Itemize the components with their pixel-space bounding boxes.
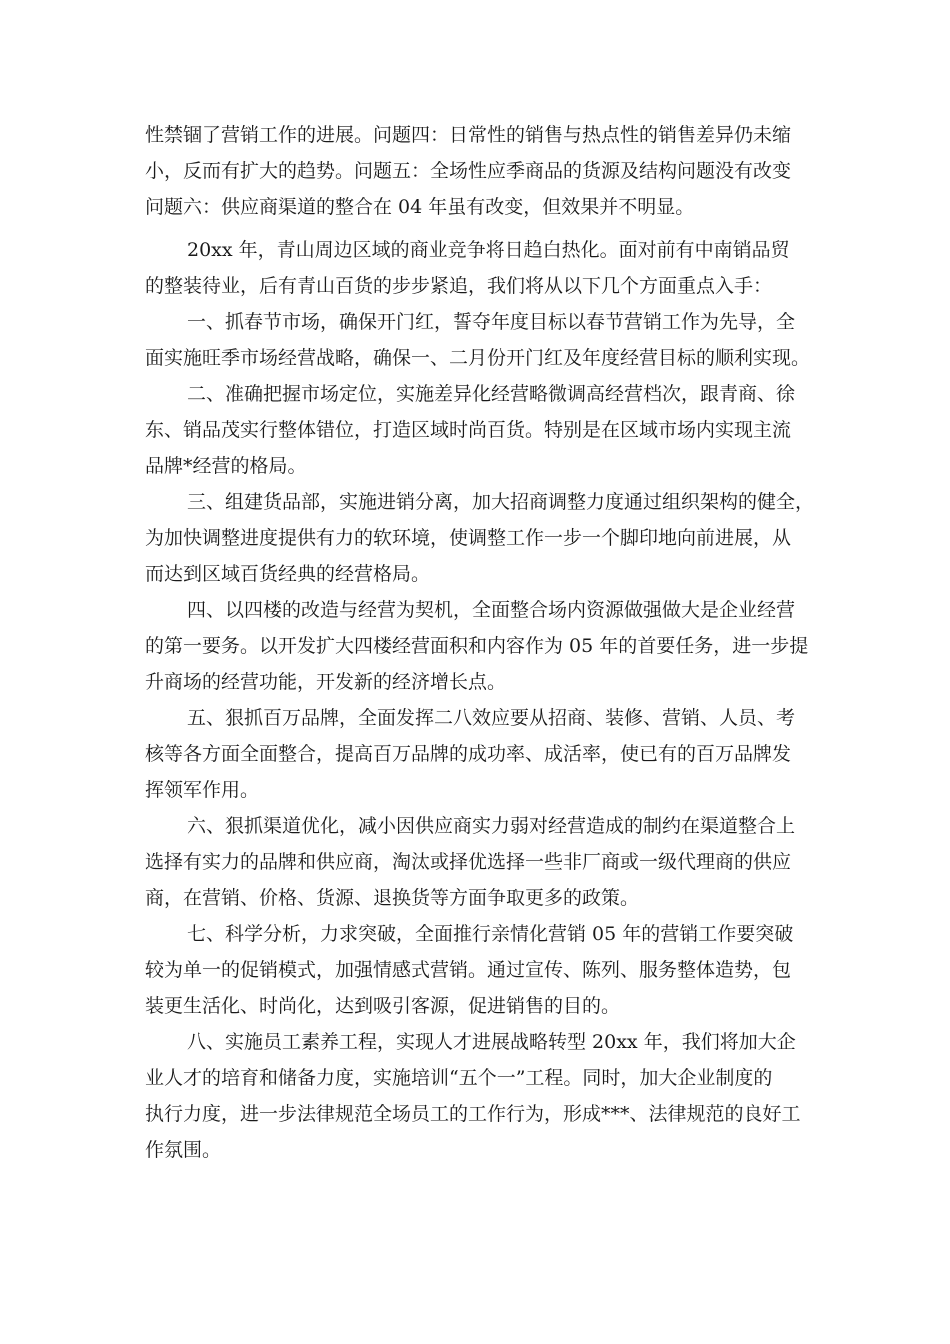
text-line: 装更生活化、时尚化，达到吸引客源，促进销售的目的。	[145, 995, 621, 1017]
text-line: 四、以四楼的改造与经营为契机，全面整合场内资源做强做大是企业经营	[187, 599, 796, 621]
text-line: 选择有实力的品牌和供应商，淘汰或择优选择一些非厂商或一级代理商的供应	[145, 851, 792, 873]
text-line: 执行力度，进一步法律规范全场员工的工作行为，形成***、法律规范的良好工	[145, 1103, 801, 1125]
text-line: 东、销品茂实行整体错位，打造区域时尚百货。特别是在区域市场内实现主流	[145, 419, 792, 441]
text-line: 问题六：供应商渠道的整合在 04 年虽有改变，但效果并不明显。	[145, 196, 695, 218]
text-line: 核等各方面全面整合，提高百万品牌的成功率、成活率，使已有的百万品牌发	[145, 743, 792, 765]
text-line: 八、实施员工素养工程，实现人才进展战略转型 20xx 年，我们将加大企	[187, 1031, 796, 1053]
text-line: 二、准确把握市场定位，实施差异化经营略微调高经营档次，跟青商、徐	[187, 383, 796, 405]
text-line: 的第一要务。以开发扩大四楼经营面积和内容作为 05 年的首要任务，进一步提	[145, 635, 809, 657]
text-line: 业人才的培育和储备力度，实施培训“五个一”工程。同时，加大企业制度的	[145, 1067, 773, 1089]
text-line: 性禁锢了营销工作的进展。问题四：日常性的销售与热点性的销售差异仍未缩	[145, 124, 792, 146]
text-line: 商，在营销、价格、货源、退换货等方面争取更多的政策。	[145, 887, 640, 909]
text-line: 作氛围。	[145, 1139, 222, 1161]
text-line: 六、狠抓渠道优化，减小因供应商实力弱对经营造成的制约在渠道整合上	[187, 815, 796, 837]
text-line: 小，反而有扩大的趋势。问题五：全场性应季商品的货源及结构问题没有改变	[145, 160, 792, 182]
text-line: 七、科学分析，力求突破，全面推行亲情化营销 05 年的营销工作要突破	[187, 923, 794, 945]
text-line: 为加快调整进度提供有力的软环境，使调整工作一步一个脚印地向前进展，从	[145, 527, 792, 549]
text-line: 较为单一的促销模式，加强情感式营销。通过宣传、陈列、服务整体造势，包	[145, 959, 792, 981]
text-line: 三、组建货品部，实施进销分离，加大招商调整力度通过组织架构的健全，	[187, 491, 815, 513]
text-line: 升商场的经营功能，开发新的经济增长点。	[145, 671, 507, 693]
text-line: 五、狠抓百万品牌，全面发挥二八效应要从招商、装修、营销、人员、考	[187, 707, 796, 729]
text-line: 面实施旺季市场经营战略，确保一、二月份开门红及年度经营目标的顺利实现。	[145, 347, 811, 369]
text-line: 一、抓春节市场，确保开门红，誓夺年度目标以春节营销工作为先导，全	[187, 311, 796, 333]
text-line: 品牌*经营的格局。	[145, 455, 307, 477]
text-line: 的整装待业，后有青山百货的步步紧追，我们将从以下几个方面重点入手：	[145, 275, 773, 297]
text-line: 而达到区域百货经典的经营格局。	[145, 563, 431, 585]
text-line: 挥领军作用。	[145, 779, 260, 801]
text-line: 20xx 年，青山周边区域的商业竞争将日趋白热化。面对前有中南销品贸	[187, 239, 790, 261]
